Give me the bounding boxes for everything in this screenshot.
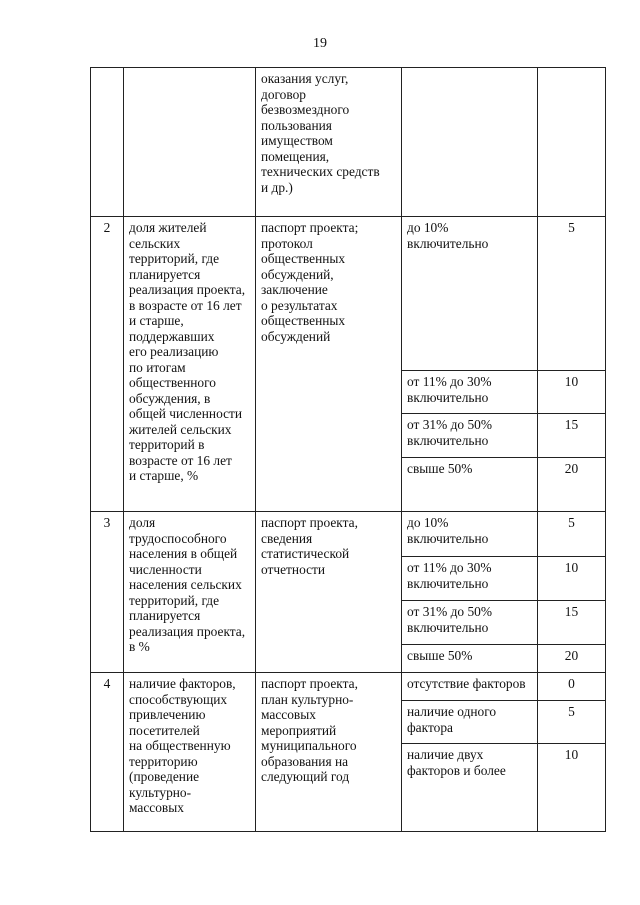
- level-cell: свыше 50%: [402, 458, 538, 512]
- score-cell: 10: [538, 371, 606, 414]
- level-cell: до 10% включительно: [402, 217, 538, 371]
- row-number: 3: [91, 512, 124, 673]
- score-cell: 10: [538, 557, 606, 601]
- indicator-cell: доля жителей сельских территорий, где планируется реализация проекта, в возрасте от 16 лет и старше, поддержавших его реализацию по итогам общественного обсуждения, в общей численности жителей сельских территорий в возрасте от 16 лет и старше, %: [124, 217, 256, 512]
- level-cell: от 11% до 30% включительно: [402, 557, 538, 601]
- level-cell: до 10% включительно: [402, 512, 538, 557]
- level-cell: [402, 68, 538, 217]
- level-cell: от 31% до 50% включительно: [402, 601, 538, 645]
- score-cell: 20: [538, 458, 606, 512]
- score-cell: 10: [538, 744, 606, 832]
- level-cell: наличие одного фактора: [402, 701, 538, 744]
- score-cell: 15: [538, 601, 606, 645]
- row-number: 2: [91, 217, 124, 512]
- score-cell: 20: [538, 645, 606, 673]
- level-cell: отсутствие факторов: [402, 673, 538, 701]
- page-number: 19: [313, 36, 327, 51]
- source-cell: паспорт проекта, сведения статистической отчетности: [256, 512, 402, 673]
- source-cell: оказания услуг, договор безвозмездного пользования имуществом помещения, технических средств и др.): [256, 68, 402, 217]
- table-row: [91, 673, 606, 701]
- level-cell: от 31% до 50% включительно: [402, 414, 538, 458]
- table-row: [91, 68, 606, 217]
- score-cell: 5: [538, 512, 606, 557]
- score-cell: 15: [538, 414, 606, 458]
- level-cell: наличие двух факторов и более: [402, 744, 538, 832]
- score-cell: 0: [538, 673, 606, 701]
- row-number: 4: [91, 673, 124, 832]
- level-cell: свыше 50%: [402, 645, 538, 673]
- source-cell: паспорт проекта; протокол общественных обсуждений, заключение о результатах общественных обсуждений: [256, 217, 402, 512]
- source-cell: паспорт проекта, план культурно- массовых мероприятий муниципального образования на следующий год: [256, 673, 402, 832]
- table-row: [91, 512, 606, 557]
- criteria-table: [90, 67, 606, 832]
- table-row: [91, 217, 606, 371]
- indicator-cell: [124, 68, 256, 217]
- indicator-cell: наличие факторов, способствующих привлечению посетителей на общественную территорию (проведение культурно- массовых: [124, 673, 256, 832]
- indicator-cell: доля трудоспособного населения в общей численности населения сельских территорий, где планируется реализация проекта, в %: [124, 512, 256, 673]
- score-cell: [538, 68, 606, 217]
- score-cell: 5: [538, 701, 606, 744]
- level-cell: от 11% до 30% включительно: [402, 371, 538, 414]
- row-number: [91, 68, 124, 217]
- score-cell: 5: [538, 217, 606, 371]
